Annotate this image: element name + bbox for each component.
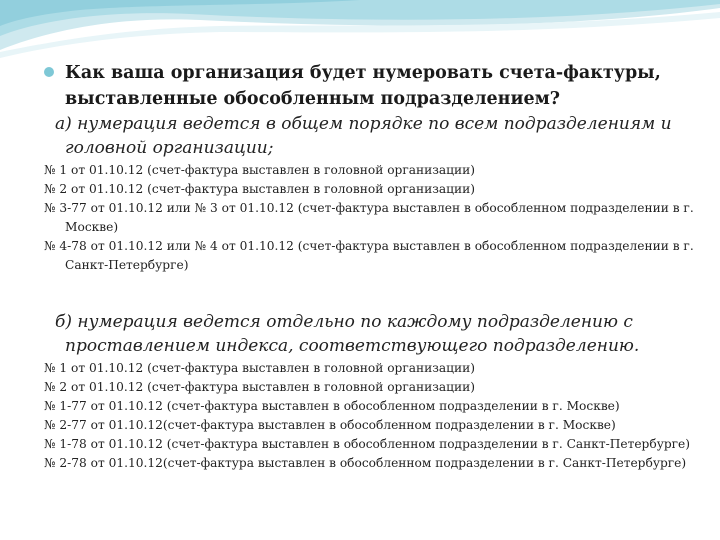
list-item-continuation: Москве) [65, 220, 119, 234]
list-item: № 2-78 от 01.10.12(счет-фактура выставлен в обособленном подразделении в г. Санкт-Петербурге) [44, 456, 687, 470]
list-item [44, 199, 694, 237]
list-item-text: № 3-77 от 01.10.12 или № 3 от 01.10.12 (счет-фактура выставлен в обособленном подразделении в г. [44, 201, 694, 215]
option-b-line: б) нумерация ведется отдельно по каждому подразделению с [55, 312, 633, 332]
bullet-icon [44, 67, 54, 77]
option-b-title [55, 310, 675, 358]
option-a-list [44, 161, 694, 275]
option-a-title [55, 112, 675, 160]
question-line: Как ваша организация будет нумеровать счета-фактуры, [65, 63, 661, 83]
question-line: выставленные обособленным подразделением? [65, 89, 561, 109]
option-a-line: головной организации; [65, 138, 274, 158]
list-item: № 1-77 от 01.10.12 (счет-фактура выставлен в обособленном подразделении в г. Москве) [44, 399, 620, 413]
list-item: № 1-78 от 01.10.12 (счет-фактура выставлен в обособленном подразделении в г. Санкт-Петербурге) [44, 437, 691, 451]
list-item [44, 237, 694, 275]
list-item-text: № 4-78 от 01.10.12 или № 4 от 01.10.12 (счет-фактура выставлен в обособленном подразделении в г. [44, 239, 694, 253]
list-item [44, 161, 694, 180]
question-block [44, 60, 674, 112]
list-item-text: № 2 от 01.10.12 (счет-фактура выставлен в головной организации) [44, 182, 475, 196]
question-text [65, 60, 674, 112]
option-a-line: а) нумерация ведется в общем порядке по всем подразделениям и [55, 114, 672, 134]
list-item-continuation: Санкт-Петербурге) [65, 258, 189, 272]
list-item-text: № 1 от 01.10.12 (счет-фактура выставлен в головной организации) [44, 163, 475, 177]
option-b-line: проставлением индекса, соответствующего подразделению. [65, 336, 640, 356]
list-item [44, 180, 694, 199]
option-b-list [44, 359, 694, 473]
list-item: № 2-77 от 01.10.12(счет-фактура выставлен в обособленном подразделении в г. Москве) [44, 418, 616, 432]
list-item: № 1 от 01.10.12 (счет-фактура выставлен в головной организации) [44, 361, 475, 375]
list-item: № 2 от 01.10.12 (счет-фактура выставлен в головной организации) [44, 380, 475, 394]
